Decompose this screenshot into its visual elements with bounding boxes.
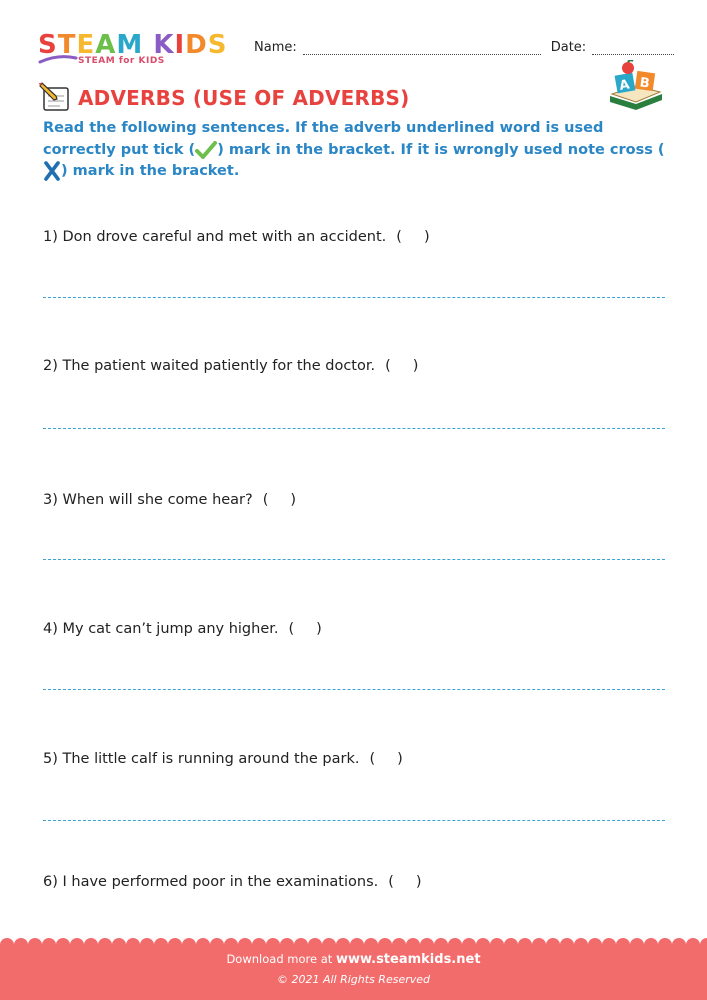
logo-letter: T [57,30,77,60]
date-label: Date: [550,40,587,55]
footer-copyright: © 2021 All Rights Reserved [276,973,430,986]
logo-letter: K [153,30,175,60]
answer-bracket[interactable]: ( ) [288,621,322,637]
question-text: 4) My cat can’t jump any higher. [43,621,279,637]
logo-letter: S [38,30,58,60]
date-field[interactable] [592,42,674,55]
question-text: 5) The little calf is running around the park. [43,751,360,767]
question-1 [43,229,430,245]
instructions-part3: ) mark in the bracket. [61,163,240,179]
answer-line-1[interactable] [43,297,665,298]
instructions [43,118,665,183]
logo-swoosh-icon [38,52,78,66]
question-text: 1) Don drove careful and met with an accident. [43,229,387,245]
answer-bracket[interactable]: ( ) [369,751,403,767]
answer-line-4[interactable] [43,689,665,690]
instructions-part1: Read the following sentences. If the adverb underlined word is used correctly put tick ( [43,120,604,158]
logo-letter: I [174,30,186,60]
answer-line-2[interactable] [43,428,665,429]
logo-letter: S [207,30,228,60]
footer-wave-background [0,938,707,1000]
svg-text:B: B [638,75,651,92]
footer-download-prefix: Download more at [226,952,333,966]
question-text: 6) I have performed poor in the examinations. [43,874,379,890]
page-title: ADVERBS (USE OF ADVERBS) [78,86,410,110]
footer-site-link[interactable]: www.steamkids.net [335,952,481,967]
question-text: 3) When will she come hear? [43,492,253,508]
question-4 [43,621,322,637]
check-icon [195,141,217,159]
question-3 [43,492,296,508]
logo-letter: D [185,30,208,60]
answer-line-3[interactable] [43,559,665,560]
footer-download [0,952,707,967]
pencil-note-icon [38,82,72,114]
logo-letter: E [76,30,96,60]
name-field[interactable] [303,42,541,55]
answer-line-5[interactable] [43,820,665,821]
answer-bracket[interactable]: ( ) [262,492,297,508]
steam-kids-logo [38,30,238,70]
footer [0,938,707,1000]
logo-letter: M [116,30,144,60]
abc-book-icon [606,60,666,112]
question-6 [43,874,422,890]
answer-bracket[interactable]: ( ) [396,229,430,245]
logo-tagline: STEAM for KIDS [78,56,165,66]
instructions-part2: ) mark in the bracket. If it is wrongly used note cross ( [217,141,665,158]
cross-icon [43,161,61,181]
name-date-fields [254,40,674,55]
question-text: 2) The patient waited patiently for the doctor. [43,358,376,374]
question-5 [43,751,403,767]
logo-letter: A [95,30,117,60]
name-label: Name: [254,40,297,55]
svg-text:A: A [618,77,631,94]
question-2 [43,358,418,374]
answer-bracket[interactable]: ( ) [385,358,419,374]
answer-bracket[interactable]: ( ) [388,874,422,890]
